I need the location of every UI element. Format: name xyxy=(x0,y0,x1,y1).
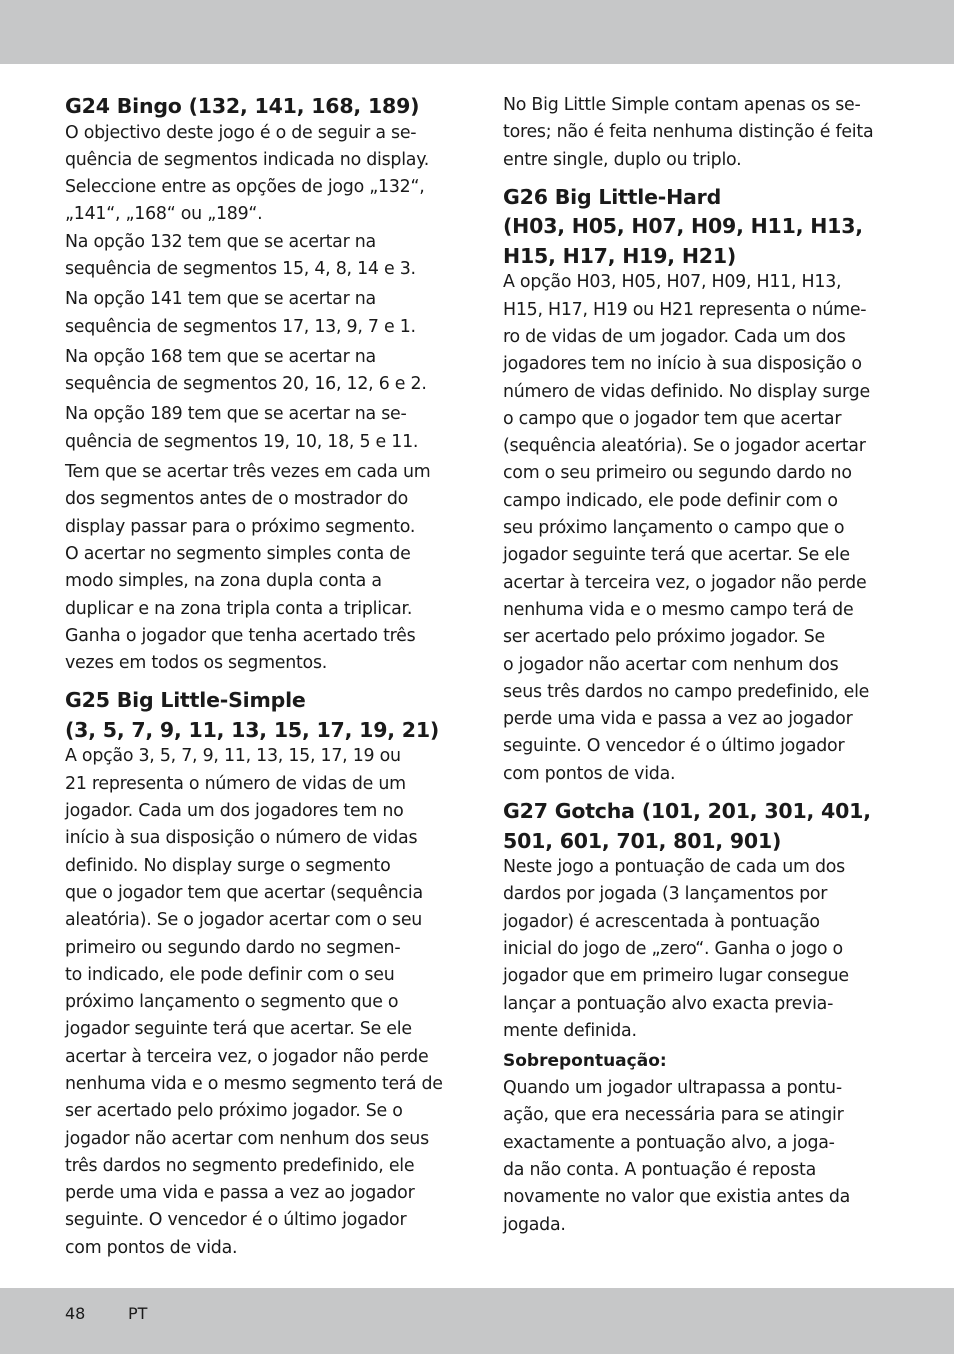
section-g27 xyxy=(503,797,895,1239)
heading-g25: G25 Big Little-Simple (3, 5, 7, 9, 11, 13, 15, 17, 19, 21) xyxy=(65,688,440,742)
g24-paragraph-5: Tem que se acertar três vezes em cada um dos segmentos antes de o mostrador do display passar para o próximo segmento. O acertar no segmento simples conta de modo simples, na zona dupla conta a duplicar e na zona tripla conta a triplicar. Ganha o jogador que tenha acertado três vezes em todos os segmentos. xyxy=(65,462,431,674)
left-column xyxy=(65,92,465,1265)
g27-paragraph: Neste jogo a pontuação de cada um dos dardos por jogada (3 lançamentos por jogador) é acrescentada à pontuação inicial do jogo de „zero“. Ganha o jogo o jogador que em primeiro lugar consegue lançar a pontuação alvo exacta previa- mente definida. xyxy=(503,857,849,1041)
g24-paragraph-2: Na opção 141 tem que se acertar na sequência de segmentos 17, 13, 9, 7 e 1. xyxy=(65,289,416,337)
header-band xyxy=(0,0,954,64)
g26-paragraph: A opção H03, H05, H07, H09, H11, H13, H15, H17, H19 ou H21 representa o núme- ro de vidas de um jogador. Cada um dos jogadores tem no início à sua disposição o número de vidas definido. No display surge o campo que o jogador tem que acertar (sequência aleatória). Se o jogador acertar com o seu primeiro ou segundo dardo no campo indicado, ele pode definir com o seu próximo lançamento o campo que o jogador seguinte terá que acertar. Se ele acertar à terceira vez, o jogador não perde nenhuma vida e o mesmo campo terá de ser acertado pelo próximo jogador. Se o jogador não acertar com nenhum dos seus três dardos no campo predefinido, ele perde uma vida e passa a vez ao jogador seguinte. O vencedor é o último jogador com pontos de vida. xyxy=(503,272,870,784)
language-code: PT xyxy=(128,1304,148,1323)
heading-g24: G24 Bingo (132, 141, 168, 189) xyxy=(65,94,420,118)
section-g24 xyxy=(65,92,465,677)
g24-paragraph-3: Na opção 168 tem que se acertar na sequência de segmentos 20, 16, 12, 6 e 2. xyxy=(65,346,427,395)
g24-paragraph-4: Na opção 189 tem que se acertar na se- quência de segmentos 19, 10, 18, 5 e 11. xyxy=(65,404,419,452)
section-g26 xyxy=(503,183,895,788)
g24-paragraph-1: O objectivo deste jogo é o de seguir a se- quência de segmentos indicada no display. Seleccione entre as opções de jogo „132“, „141“, „168“ ou „189“. Na opção 132 tem que se acertar na sequência de segmentos 15, 4, 8, 14 e 3. xyxy=(65,122,430,279)
subheading-overscore: Sobrepontuação: xyxy=(503,1051,667,1072)
heading-g26: G26 Big Little-Hard (H03, H05, H07, H09, H11, H13, H15, H17, H19, H21) xyxy=(503,184,863,268)
big-little-simple-note: No Big Little Simple contam apenas os se- tores; não é feita nenhuma distinção é feita entre single, duplo ou triplo. xyxy=(503,95,874,170)
section-g25 xyxy=(65,686,465,1262)
overscore-paragraph: Quando um jogador ultrapassa a pontu- ação, que era necessária para se atingir exactamente a pontuação alvo, a joga- da não conta. A pontuação é reposta novamente no valor que existia antes da jogada. xyxy=(503,1078,851,1235)
right-column xyxy=(503,92,895,1242)
g25-paragraph: A opção 3, 5, 7, 9, 11, 13, 15, 17, 19 ou 21 representa o número de vidas de um jogador. Cada um dos jogadores tem no início à sua disposição o número de vidas definido. No display surge o segmento que o jogador tem que acertar (sequência aleatória). Se o jogador acertar com o seu primeiro ou segundo dardo no segmen- to indicado, ele pode definir com o seu próximo lançamento o segmento que o jogador seguinte terá que acertar. Se ele acertar à terceira vez, o jogador não perde nenhuma vida e o mesmo segmento terá de ser acertado pelo próximo jogador. Se o jogador não acertar com nenhum dos seus três dardos no segmento predefinido, ele perde uma vida e passa a vez ao jogador seguinte. O vencedor é o último jogador com pontos de vida. xyxy=(65,746,443,1258)
heading-g27: G27 Gotcha (101, 201, 301, 401, 501, 601, 701, 801, 901) xyxy=(503,799,871,853)
page-number: 48 xyxy=(65,1304,86,1323)
